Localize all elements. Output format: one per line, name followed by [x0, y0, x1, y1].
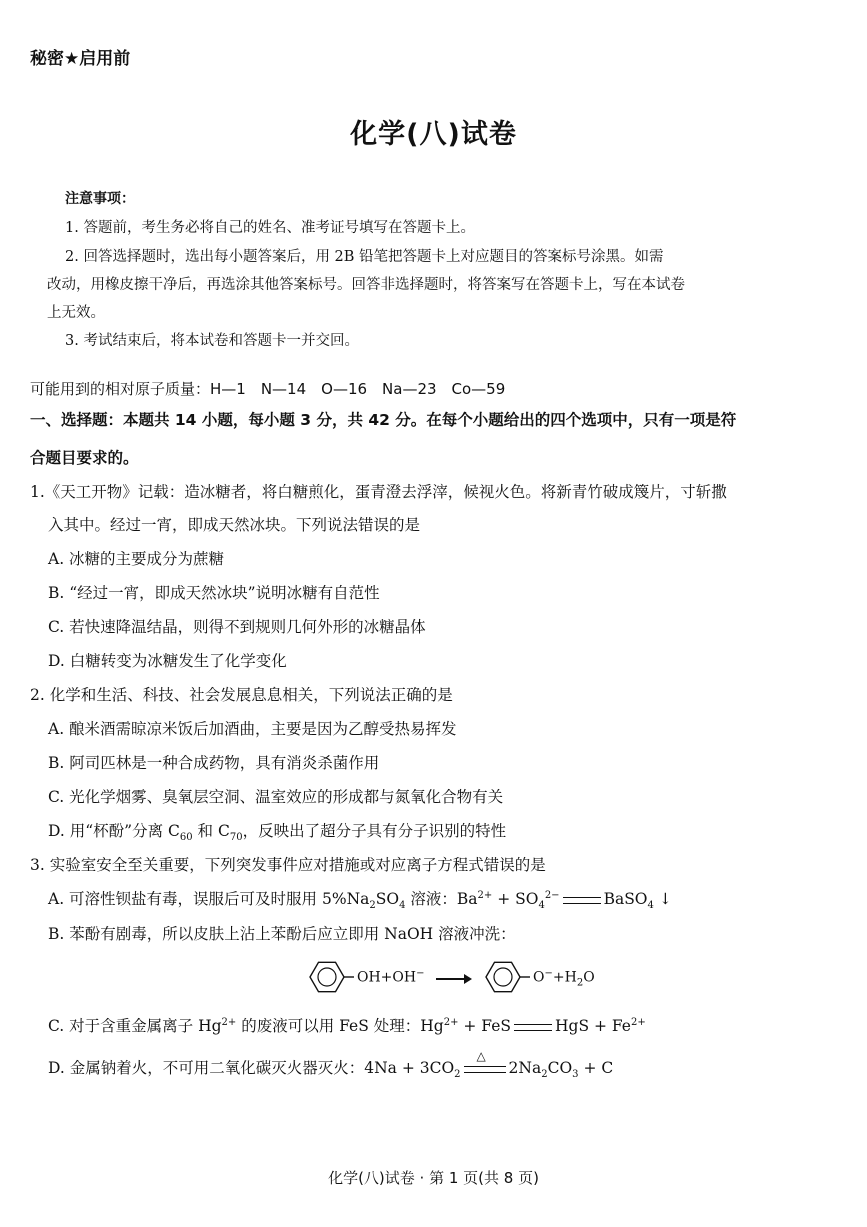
reaction-arrow-icon	[436, 978, 470, 980]
q2-option-c: C. 光化学烟雾、臭氧层空洞、温室效应的形成都与氮氧化合物有关	[48, 788, 504, 806]
equals-sign	[563, 897, 601, 904]
note-item-2-line-2: 改动，用橡皮擦干净后，再选涂其他答案标号。回答非选择题时，将答案写在答题卡上，写在本试卷	[47, 277, 685, 293]
heat-triangle-icon: △	[476, 1048, 486, 1063]
note-item-1: 1. 答题前，考生务必将自己的姓名、准考证号填写在答题卡上。	[65, 220, 475, 236]
section-heading-line-2: 合题目要求的。	[30, 449, 139, 467]
q3-stem: 3. 实验室安全至关重要，下列突发事件应对措施或对应离子方程式错误的是	[30, 856, 546, 874]
q2-option-b: B. 阿司匹林是一种合成药物，具有消炎杀菌作用	[48, 754, 380, 772]
q1-stem-line-1: 1.《天工开物》记载：造冰糖者，将白糖煎化，蛋青澄去浮滓，候视火色。将新青竹破成篾片，寸斩撒	[30, 483, 727, 501]
q3-option-d: D. 金属钠着火，不可用二氧化碳灭火器灭火：$4Na + 3CO_2$ △ $2Na_2CO_3 + C$	[48, 1048, 614, 1081]
note-item-3: 3. 考试结束后，将本试卷和答题卡一并交回。	[65, 333, 359, 349]
benzene-ring-icon	[300, 960, 354, 994]
q2-option-d: D. 用“杯酚”分离 $C_{60}$ 和 $C_{70}$，反映出了超分子具有分子识别的特性	[48, 822, 507, 844]
notes-heading: 注意事项：	[65, 191, 135, 207]
phenol-equation	[0, 960, 867, 994]
note-item-2-line-1: 2. 回答选择题时，选出每小题答案后，用 2B 铅笔把答题卡上对应题目的答案标号涂黑。如需	[65, 249, 664, 265]
note-item-2-line-3: 上无效。	[47, 305, 105, 321]
q2-option-a: A. 酿米酒需晾凉米饭后加酒曲，主要是因为乙醇受热易挥发	[48, 720, 457, 738]
benzene-ring-icon	[476, 960, 530, 994]
equals-sign	[514, 1024, 552, 1031]
section-heading-line-1: 一、选择题：本题共 14 小题，每小题 3 分，共 42 分。在每个小题给出的四个选项中，只有一项是符	[30, 411, 737, 429]
confidential-label: 秘密★启用前	[30, 49, 131, 69]
q2-stem: 2. 化学和生活、科技、社会发展息息相关，下列说法正确的是	[30, 686, 453, 704]
page-footer: 化学(八)试卷 · 第 1 页(共 8 页)	[328, 1169, 539, 1187]
q3-option-c: C. 对于含重金属离子 $Hg^{2+}$ 的废液可以用 FeS 处理：$Hg^{2+}$ + FeS HgS + $Fe^{2+}$	[48, 1016, 646, 1035]
q1-option-c: C. 若快速降温结晶，则得不到规则几何外形的冰糖晶体	[48, 618, 426, 636]
heating-condition	[464, 1048, 506, 1073]
phenol-reactants: OH+OH−	[357, 968, 425, 986]
phenol-products: $O^-+H_2O$	[533, 968, 595, 989]
q3-option-b: B. 苯酚有剧毒，所以皮肤上沾上苯酚后应立即用 NaOH 溶液冲洗：	[48, 925, 516, 943]
q1-option-d: D. 白糖转变为冰糖发生了化学变化	[48, 652, 287, 670]
q1-option-a: A. 冰糖的主要成分为蔗糖	[48, 550, 225, 568]
atomic-masses: 可能用到的相对原子质量：H—1 N—14 O—16 Na—23 Co—59	[30, 380, 506, 398]
page-title: 化学(八)试卷	[350, 119, 517, 150]
q3-option-a: A. 可溶性钡盐有毒，误服后可及时服用 $5\%Na_2SO_4$ 溶液：$Ba^{2+} + SO_4^{2-}$ BaSO$_4$ ↓	[48, 889, 672, 912]
q1-option-b: B. “经过一宵，即成天然冰块”说明冰糖有自范性	[48, 584, 380, 602]
q1-stem-line-2: 入其中。经过一宵，即成天然冰块。下列说法错误的是	[48, 516, 421, 534]
